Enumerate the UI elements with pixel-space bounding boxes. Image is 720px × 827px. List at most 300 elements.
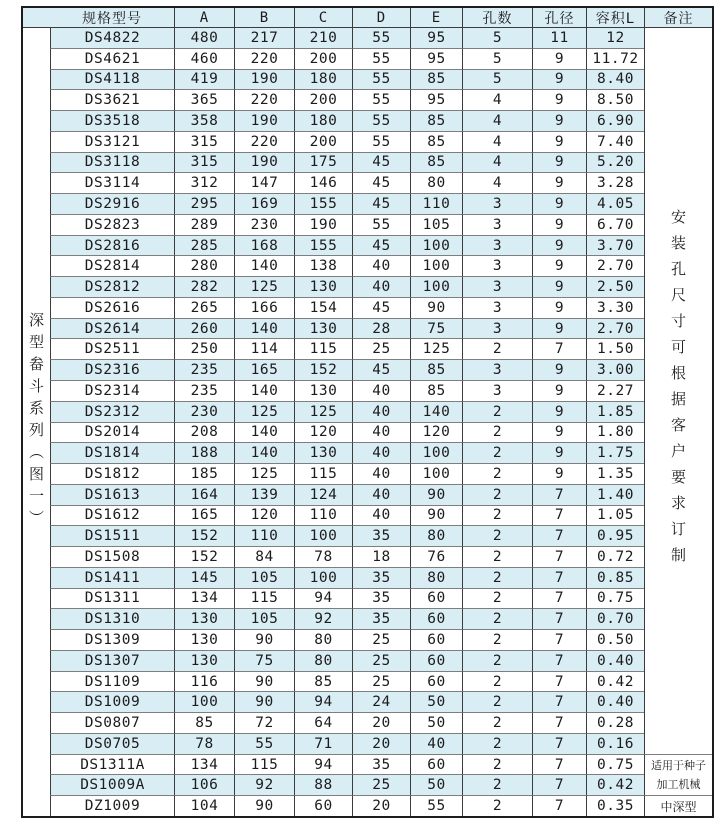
value-cell: 190 (294, 214, 352, 235)
model-cell: DS1411 (50, 567, 174, 588)
value-cell: 90 (234, 629, 294, 650)
value-cell: 2 (462, 338, 532, 359)
model-cell: DS2312 (50, 401, 174, 422)
value-cell: 88 (294, 774, 352, 795)
value-cell: 9 (532, 422, 586, 443)
value-cell: 120 (410, 422, 462, 443)
value-cell: 1.75 (586, 442, 644, 463)
value-cell: 154 (294, 297, 352, 318)
value-cell: 35 (352, 567, 410, 588)
model-cell: DS1009 (50, 691, 174, 712)
value-cell: 235 (174, 359, 234, 380)
value-cell: 7 (532, 505, 586, 526)
value-cell: 104 (174, 795, 234, 816)
value-cell: 20 (352, 733, 410, 754)
value-cell: 365 (174, 89, 234, 110)
remark-mid-deep-type: 中深型 (644, 795, 712, 816)
column-header-b: B (234, 8, 294, 27)
value-cell: 114 (234, 338, 294, 359)
value-cell: 60 (410, 608, 462, 629)
model-cell: DS3118 (50, 152, 174, 173)
value-cell: 419 (174, 69, 234, 90)
value-cell: 60 (410, 754, 462, 775)
value-cell: 190 (234, 69, 294, 90)
value-cell: 40 (352, 276, 410, 297)
value-cell: 2 (462, 795, 532, 816)
value-cell: 200 (294, 131, 352, 152)
value-cell: 166 (234, 297, 294, 318)
value-cell: 55 (410, 795, 462, 816)
value-cell: 28 (352, 318, 410, 339)
value-cell: 2 (462, 546, 532, 567)
value-cell: 230 (174, 401, 234, 422)
value-cell: 80 (410, 525, 462, 546)
value-cell: 4.05 (586, 193, 644, 214)
value-cell: 3 (462, 297, 532, 318)
value-cell: 9 (532, 152, 586, 173)
model-cell: DS3114 (50, 172, 174, 193)
value-cell: 7 (532, 754, 586, 775)
value-cell: 35 (352, 608, 410, 629)
value-cell: 9 (532, 193, 586, 214)
value-cell: 55 (352, 27, 410, 48)
value-cell: 312 (174, 172, 234, 193)
value-cell: 100 (410, 235, 462, 256)
value-cell: 0.95 (586, 525, 644, 546)
value-cell: 110 (410, 193, 462, 214)
value-cell: 2 (462, 484, 532, 505)
value-cell: 25 (352, 338, 410, 359)
model-cell: DS2314 (50, 380, 174, 401)
value-cell: 220 (234, 89, 294, 110)
value-cell: 4 (462, 152, 532, 173)
value-cell: 6.90 (586, 110, 644, 131)
value-cell: 20 (352, 795, 410, 816)
value-cell: 75 (234, 650, 294, 671)
value-cell: 169 (234, 193, 294, 214)
value-cell: 115 (234, 754, 294, 775)
value-cell: 295 (174, 193, 234, 214)
value-cell: 100 (410, 276, 462, 297)
value-cell: 85 (410, 359, 462, 380)
value-cell: 45 (352, 193, 410, 214)
value-cell: 4 (462, 110, 532, 131)
column-header-remark: 备注 (644, 8, 712, 27)
column-header-volume: 容积L (586, 8, 644, 27)
value-cell: 140 (410, 401, 462, 422)
model-cell: DS1612 (50, 505, 174, 526)
value-cell: 134 (174, 588, 234, 609)
value-cell: 35 (352, 525, 410, 546)
value-cell: 40 (352, 422, 410, 443)
value-cell: 25 (352, 629, 410, 650)
value-cell: 289 (174, 214, 234, 235)
value-cell: 60 (410, 588, 462, 609)
model-cell: DS2511 (50, 338, 174, 359)
value-cell: 210 (294, 27, 352, 48)
value-cell: 120 (294, 422, 352, 443)
value-cell: 84 (234, 546, 294, 567)
value-cell: 60 (294, 795, 352, 816)
value-cell: 282 (174, 276, 234, 297)
value-cell: 120 (234, 505, 294, 526)
value-cell: 2 (462, 671, 532, 692)
value-cell: 2 (462, 525, 532, 546)
value-cell: 85 (174, 712, 234, 733)
value-cell: 220 (234, 131, 294, 152)
value-cell: 5.20 (586, 152, 644, 173)
value-cell: 90 (410, 484, 462, 505)
value-cell: 2 (462, 442, 532, 463)
value-cell: 40 (352, 380, 410, 401)
model-cell: DS2316 (50, 359, 174, 380)
model-cell: DS0807 (50, 712, 174, 733)
value-cell: 2.27 (586, 380, 644, 401)
value-cell: 1.05 (586, 505, 644, 526)
value-cell: 50 (410, 691, 462, 712)
value-cell: 40 (352, 463, 410, 484)
model-cell: DS2614 (50, 318, 174, 339)
value-cell: 155 (294, 235, 352, 256)
model-cell: DS4822 (50, 27, 174, 48)
value-cell: 116 (174, 671, 234, 692)
model-cell: DS4621 (50, 48, 174, 69)
value-cell: 4 (462, 89, 532, 110)
value-cell: 130 (174, 650, 234, 671)
model-cell: DS3518 (50, 110, 174, 131)
value-cell: 11 (532, 27, 586, 48)
value-cell: 139 (234, 484, 294, 505)
value-cell: 165 (234, 359, 294, 380)
value-cell: 190 (234, 152, 294, 173)
value-cell: 25 (352, 650, 410, 671)
value-cell: 7 (532, 484, 586, 505)
value-cell: 105 (234, 608, 294, 629)
value-cell: 12 (586, 27, 644, 48)
value-cell: 2 (462, 608, 532, 629)
value-cell: 7 (532, 691, 586, 712)
column-header-hole-count: 孔数 (462, 8, 532, 27)
value-cell: 0.42 (586, 774, 644, 795)
value-cell: 9 (532, 48, 586, 69)
value-cell: 2 (462, 588, 532, 609)
value-cell: 45 (352, 152, 410, 173)
value-cell: 3 (462, 214, 532, 235)
value-cell: 124 (294, 484, 352, 505)
bucket-spec-sheet (21, 6, 714, 818)
value-cell: 152 (294, 359, 352, 380)
value-cell: 168 (234, 235, 294, 256)
value-cell: 3.70 (586, 235, 644, 256)
value-cell: 130 (294, 318, 352, 339)
series-title-vertical: 深型畚斗系列（图一） (23, 27, 50, 816)
value-cell: 1.35 (586, 463, 644, 484)
model-cell: DS0705 (50, 733, 174, 754)
value-cell: 2 (462, 505, 532, 526)
value-cell: 9 (532, 214, 586, 235)
value-cell: 6.70 (586, 214, 644, 235)
value-cell: 134 (174, 754, 234, 775)
model-cell: DS2814 (50, 255, 174, 276)
value-cell: 9 (532, 235, 586, 256)
value-cell: 80 (410, 172, 462, 193)
value-cell: 130 (294, 442, 352, 463)
value-cell: 40 (352, 442, 410, 463)
value-cell: 85 (410, 131, 462, 152)
value-cell: 55 (352, 48, 410, 69)
value-cell: 100 (294, 525, 352, 546)
value-cell: 2 (462, 463, 532, 484)
value-cell: 165 (174, 505, 234, 526)
value-cell: 220 (234, 48, 294, 69)
value-cell: 125 (234, 276, 294, 297)
value-cell: 105 (410, 214, 462, 235)
value-cell: 50 (410, 712, 462, 733)
value-cell: 40 (352, 484, 410, 505)
value-cell: 94 (294, 691, 352, 712)
value-cell: 2 (462, 629, 532, 650)
value-cell: 2.70 (586, 318, 644, 339)
column-header-model: 规格型号 (23, 8, 174, 27)
model-cell: DS2616 (50, 297, 174, 318)
value-cell: 35 (352, 754, 410, 775)
value-cell: 0.42 (586, 671, 644, 692)
value-cell: 180 (294, 110, 352, 131)
value-cell: 1.40 (586, 484, 644, 505)
column-header-d: D (352, 8, 410, 27)
value-cell: 480 (174, 27, 234, 48)
value-cell: 3 (462, 359, 532, 380)
value-cell: 140 (234, 255, 294, 276)
value-cell: 7 (532, 338, 586, 359)
value-cell: 9 (532, 172, 586, 193)
value-cell: 2 (462, 401, 532, 422)
value-cell: 0.75 (586, 588, 644, 609)
value-cell: 50 (410, 774, 462, 795)
value-cell: 280 (174, 255, 234, 276)
value-cell: 71 (294, 733, 352, 754)
value-cell: 260 (174, 318, 234, 339)
model-cell: DS3121 (50, 131, 174, 152)
value-cell: 95 (410, 89, 462, 110)
value-cell: 9 (532, 297, 586, 318)
value-cell: 45 (352, 359, 410, 380)
value-cell: 155 (294, 193, 352, 214)
value-cell: 5 (462, 48, 532, 69)
value-cell: 95 (410, 48, 462, 69)
value-cell: 140 (234, 380, 294, 401)
value-cell: 140 (234, 422, 294, 443)
value-cell: 45 (352, 235, 410, 256)
value-cell: 85 (410, 69, 462, 90)
value-cell: 0.40 (586, 650, 644, 671)
value-cell: 75 (410, 318, 462, 339)
value-cell: 188 (174, 442, 234, 463)
value-cell: 55 (352, 69, 410, 90)
value-cell: 190 (234, 110, 294, 131)
value-cell: 100 (294, 567, 352, 588)
value-cell: 7 (532, 733, 586, 754)
model-cell: DS1812 (50, 463, 174, 484)
value-cell: 18 (352, 546, 410, 567)
value-cell: 9 (532, 359, 586, 380)
value-cell: 3.00 (586, 359, 644, 380)
value-cell: 115 (294, 338, 352, 359)
value-cell: 0.35 (586, 795, 644, 816)
value-cell: 200 (294, 89, 352, 110)
value-cell: 125 (234, 401, 294, 422)
model-cell: DS2816 (50, 235, 174, 256)
value-cell: 115 (294, 463, 352, 484)
value-cell: 2 (462, 754, 532, 775)
value-cell: 92 (294, 608, 352, 629)
value-cell: 7 (532, 546, 586, 567)
value-cell: 7.40 (586, 131, 644, 152)
model-cell: DS1309 (50, 629, 174, 650)
value-cell: 7 (532, 795, 586, 816)
value-cell: 100 (410, 255, 462, 276)
value-cell: 40 (410, 733, 462, 754)
model-cell: DS1009A (50, 774, 174, 795)
value-cell: 217 (234, 27, 294, 48)
value-cell: 40 (352, 401, 410, 422)
value-cell: 0.85 (586, 567, 644, 588)
value-cell: 0.75 (586, 754, 644, 775)
value-cell: 2.50 (586, 276, 644, 297)
value-cell: 3 (462, 255, 532, 276)
column-header-a: A (174, 8, 234, 27)
value-cell: 2 (462, 733, 532, 754)
value-cell: 2 (462, 691, 532, 712)
value-cell: 9 (532, 380, 586, 401)
value-cell: 358 (174, 110, 234, 131)
model-cell: DS1307 (50, 650, 174, 671)
model-cell: DS1311A (50, 754, 174, 775)
value-cell: 3 (462, 276, 532, 297)
value-cell: 100 (410, 463, 462, 484)
value-cell: 125 (294, 401, 352, 422)
value-cell: 164 (174, 484, 234, 505)
value-cell: 0.28 (586, 712, 644, 733)
value-cell: 40 (352, 505, 410, 526)
bucket-spec-table (23, 8, 712, 816)
value-cell: 7 (532, 671, 586, 692)
value-cell: 4 (462, 172, 532, 193)
value-cell: 315 (174, 131, 234, 152)
model-cell: DS1814 (50, 442, 174, 463)
value-cell: 9 (532, 255, 586, 276)
value-cell: 130 (294, 380, 352, 401)
value-cell: 3 (462, 193, 532, 214)
value-cell: 90 (234, 691, 294, 712)
model-cell: DS2823 (50, 214, 174, 235)
value-cell: 60 (410, 671, 462, 692)
value-cell: 1.80 (586, 422, 644, 443)
value-cell: 2.70 (586, 255, 644, 276)
value-cell: 110 (234, 525, 294, 546)
value-cell: 9 (532, 318, 586, 339)
value-cell: 24 (352, 691, 410, 712)
column-header-e: E (410, 8, 462, 27)
value-cell: 7 (532, 712, 586, 733)
value-cell: 208 (174, 422, 234, 443)
value-cell: 78 (174, 733, 234, 754)
value-cell: 115 (234, 588, 294, 609)
value-cell: 45 (352, 297, 410, 318)
value-cell: 90 (234, 671, 294, 692)
value-cell: 5 (462, 69, 532, 90)
value-cell: 7 (532, 774, 586, 795)
value-cell: 7 (532, 629, 586, 650)
value-cell: 5 (462, 27, 532, 48)
model-cell: DS1311 (50, 588, 174, 609)
value-cell: 3 (462, 318, 532, 339)
value-cell: 90 (234, 795, 294, 816)
value-cell: 60 (410, 629, 462, 650)
value-cell: 125 (410, 338, 462, 359)
value-cell: 9 (532, 463, 586, 484)
model-cell: DS1511 (50, 525, 174, 546)
value-cell: 185 (174, 463, 234, 484)
model-cell: DS3621 (50, 89, 174, 110)
value-cell: 8.40 (586, 69, 644, 90)
value-cell: 152 (174, 525, 234, 546)
value-cell: 3.30 (586, 297, 644, 318)
value-cell: 40 (352, 255, 410, 276)
value-cell: 2 (462, 774, 532, 795)
value-cell: 90 (410, 505, 462, 526)
value-cell: 3 (462, 380, 532, 401)
value-cell: 94 (294, 754, 352, 775)
value-cell: 147 (234, 172, 294, 193)
remark-customization-note: 安装孔尺寸可根据客户要求订制 (644, 27, 712, 754)
value-cell: 460 (174, 48, 234, 69)
value-cell: 92 (234, 774, 294, 795)
value-cell: 11.72 (586, 48, 644, 69)
value-cell: 315 (174, 152, 234, 173)
value-cell: 55 (352, 214, 410, 235)
value-cell: 80 (294, 650, 352, 671)
value-cell: 100 (410, 442, 462, 463)
value-cell: 0.50 (586, 629, 644, 650)
value-cell: 130 (174, 608, 234, 629)
value-cell: 78 (294, 546, 352, 567)
value-cell: 180 (294, 69, 352, 90)
value-cell: 250 (174, 338, 234, 359)
value-cell: 4 (462, 131, 532, 152)
value-cell: 2 (462, 650, 532, 671)
value-cell: 72 (234, 712, 294, 733)
value-cell: 64 (294, 712, 352, 733)
value-cell: 1.85 (586, 401, 644, 422)
value-cell: 130 (294, 276, 352, 297)
value-cell: 60 (410, 650, 462, 671)
value-cell: 145 (174, 567, 234, 588)
value-cell: 3.28 (586, 172, 644, 193)
value-cell: 9 (532, 89, 586, 110)
value-cell: 7 (532, 525, 586, 546)
value-cell: 9 (532, 442, 586, 463)
model-cell: DS1310 (50, 608, 174, 629)
value-cell: 125 (234, 463, 294, 484)
value-cell: 3 (462, 235, 532, 256)
value-cell: 55 (352, 131, 410, 152)
value-cell: 55 (352, 89, 410, 110)
value-cell: 105 (234, 567, 294, 588)
value-cell: 146 (294, 172, 352, 193)
model-cell: DS1508 (50, 546, 174, 567)
value-cell: 138 (294, 255, 352, 276)
